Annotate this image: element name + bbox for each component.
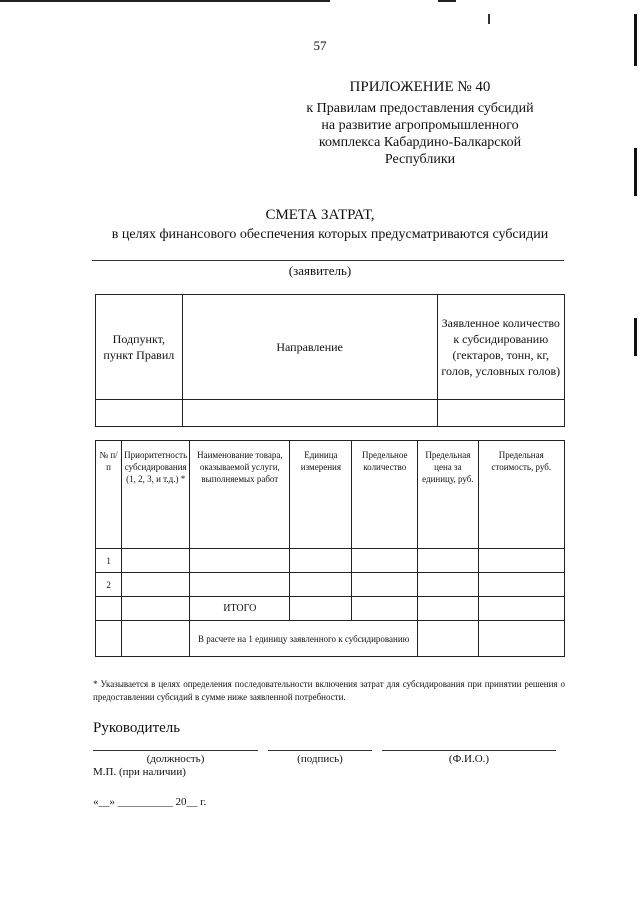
total-label: ИТОГО xyxy=(190,597,290,621)
row-number: 1 xyxy=(96,549,122,573)
table-cell xyxy=(352,573,418,597)
page-number: 57 xyxy=(313,38,327,53)
header-subclause: Подпункт, пункт Правил xyxy=(96,295,183,400)
appendix-subtitle-line: Республики xyxy=(384,152,456,167)
scan-edge-mark xyxy=(634,318,637,356)
table-cell xyxy=(418,549,478,573)
document-subtitle: в целях финансового обеспечения которых предусматриваются субсидии xyxy=(111,227,549,242)
table-cell xyxy=(190,549,290,573)
sign-line xyxy=(268,750,372,751)
scan-top-line xyxy=(0,0,330,2)
table-cell xyxy=(437,400,564,427)
date-line: «__» __________ 20__ г. xyxy=(93,796,207,808)
fio-line xyxy=(382,750,556,751)
table-cell xyxy=(418,597,478,621)
header-direction: Направление xyxy=(182,295,437,400)
subsidy-direction-table xyxy=(95,294,565,427)
table-cell xyxy=(418,573,478,597)
table-cell xyxy=(478,573,565,597)
header-item-name: Наименование товара, оказываемой услуги, выполняемых работ xyxy=(190,441,290,549)
per-unit-label: В расчете на 1 единицу заявленного к субсидированию xyxy=(190,621,418,657)
scan-top-line-short xyxy=(438,0,456,2)
table-cell xyxy=(352,549,418,573)
appendix-subtitle-line: комплекса Кабардино-Балкарской xyxy=(318,135,522,150)
table-cell xyxy=(290,549,352,573)
applicant-caption: (заявитель) xyxy=(288,263,352,278)
cost-estimate-table xyxy=(95,440,565,657)
table-cell xyxy=(290,573,352,597)
scan-speck xyxy=(488,14,490,24)
header-unit: Единица измерения xyxy=(290,441,352,549)
fio-caption: (Ф.И.О.) xyxy=(448,753,490,765)
table-cell xyxy=(290,597,352,621)
row-number: 2 xyxy=(96,573,122,597)
scan-edge-mark xyxy=(634,148,637,196)
footnote: * Указывается в целях определения последовательности включения затрат для субсидирования при принятии решения о предоставлении субсидий в сумме ниже заявленной потребности. xyxy=(93,679,565,702)
table-row xyxy=(96,549,565,573)
position-caption: (должность) xyxy=(146,753,205,765)
sign-caption: (подпись) xyxy=(297,753,343,765)
header-max-quantity: Предельное количество xyxy=(352,441,418,549)
table-cell xyxy=(190,573,290,597)
table-cell xyxy=(182,400,437,427)
table-cell xyxy=(352,597,418,621)
total-row xyxy=(96,597,565,621)
seal-label: М.П. (при наличии) xyxy=(93,766,186,778)
position-line xyxy=(93,750,258,751)
header-priority: Приоритетность субсидирования (1, 2, 3, и т.д.) * xyxy=(122,441,190,549)
table-cell xyxy=(478,549,565,573)
header-max-price: Предельная цена за единицу, руб. xyxy=(418,441,478,549)
table-cell xyxy=(122,573,190,597)
table-cell xyxy=(122,597,190,621)
appendix-title: ПРИЛОЖЕНИЕ № 40 xyxy=(349,79,491,95)
header-number: № п/п xyxy=(96,441,122,549)
table-cell xyxy=(122,549,190,573)
table-cell xyxy=(478,621,565,657)
table-cell xyxy=(122,621,190,657)
table-cell xyxy=(96,621,122,657)
applicant-line xyxy=(92,260,564,261)
appendix-subtitle xyxy=(280,100,560,168)
appendix-subtitle-line: к Правилам предоставления субсидий xyxy=(306,101,534,116)
header-max-cost: Предельная стоимость, руб. xyxy=(478,441,565,549)
head-label: Руководитель xyxy=(93,720,181,736)
table-cell xyxy=(478,597,565,621)
appendix-subtitle-line: на развитие агропромышленного xyxy=(321,118,519,133)
table-row xyxy=(96,573,565,597)
table-cell xyxy=(96,400,183,427)
per-unit-row xyxy=(96,621,565,657)
header-claimed-quantity: Заявленное количество к субсидированию (гектаров, тонн, кг, голов, условных голов) xyxy=(437,295,564,400)
table-cell xyxy=(418,621,478,657)
document-title: СМЕТА ЗАТРАТ, xyxy=(265,207,375,223)
table-cell xyxy=(96,597,122,621)
